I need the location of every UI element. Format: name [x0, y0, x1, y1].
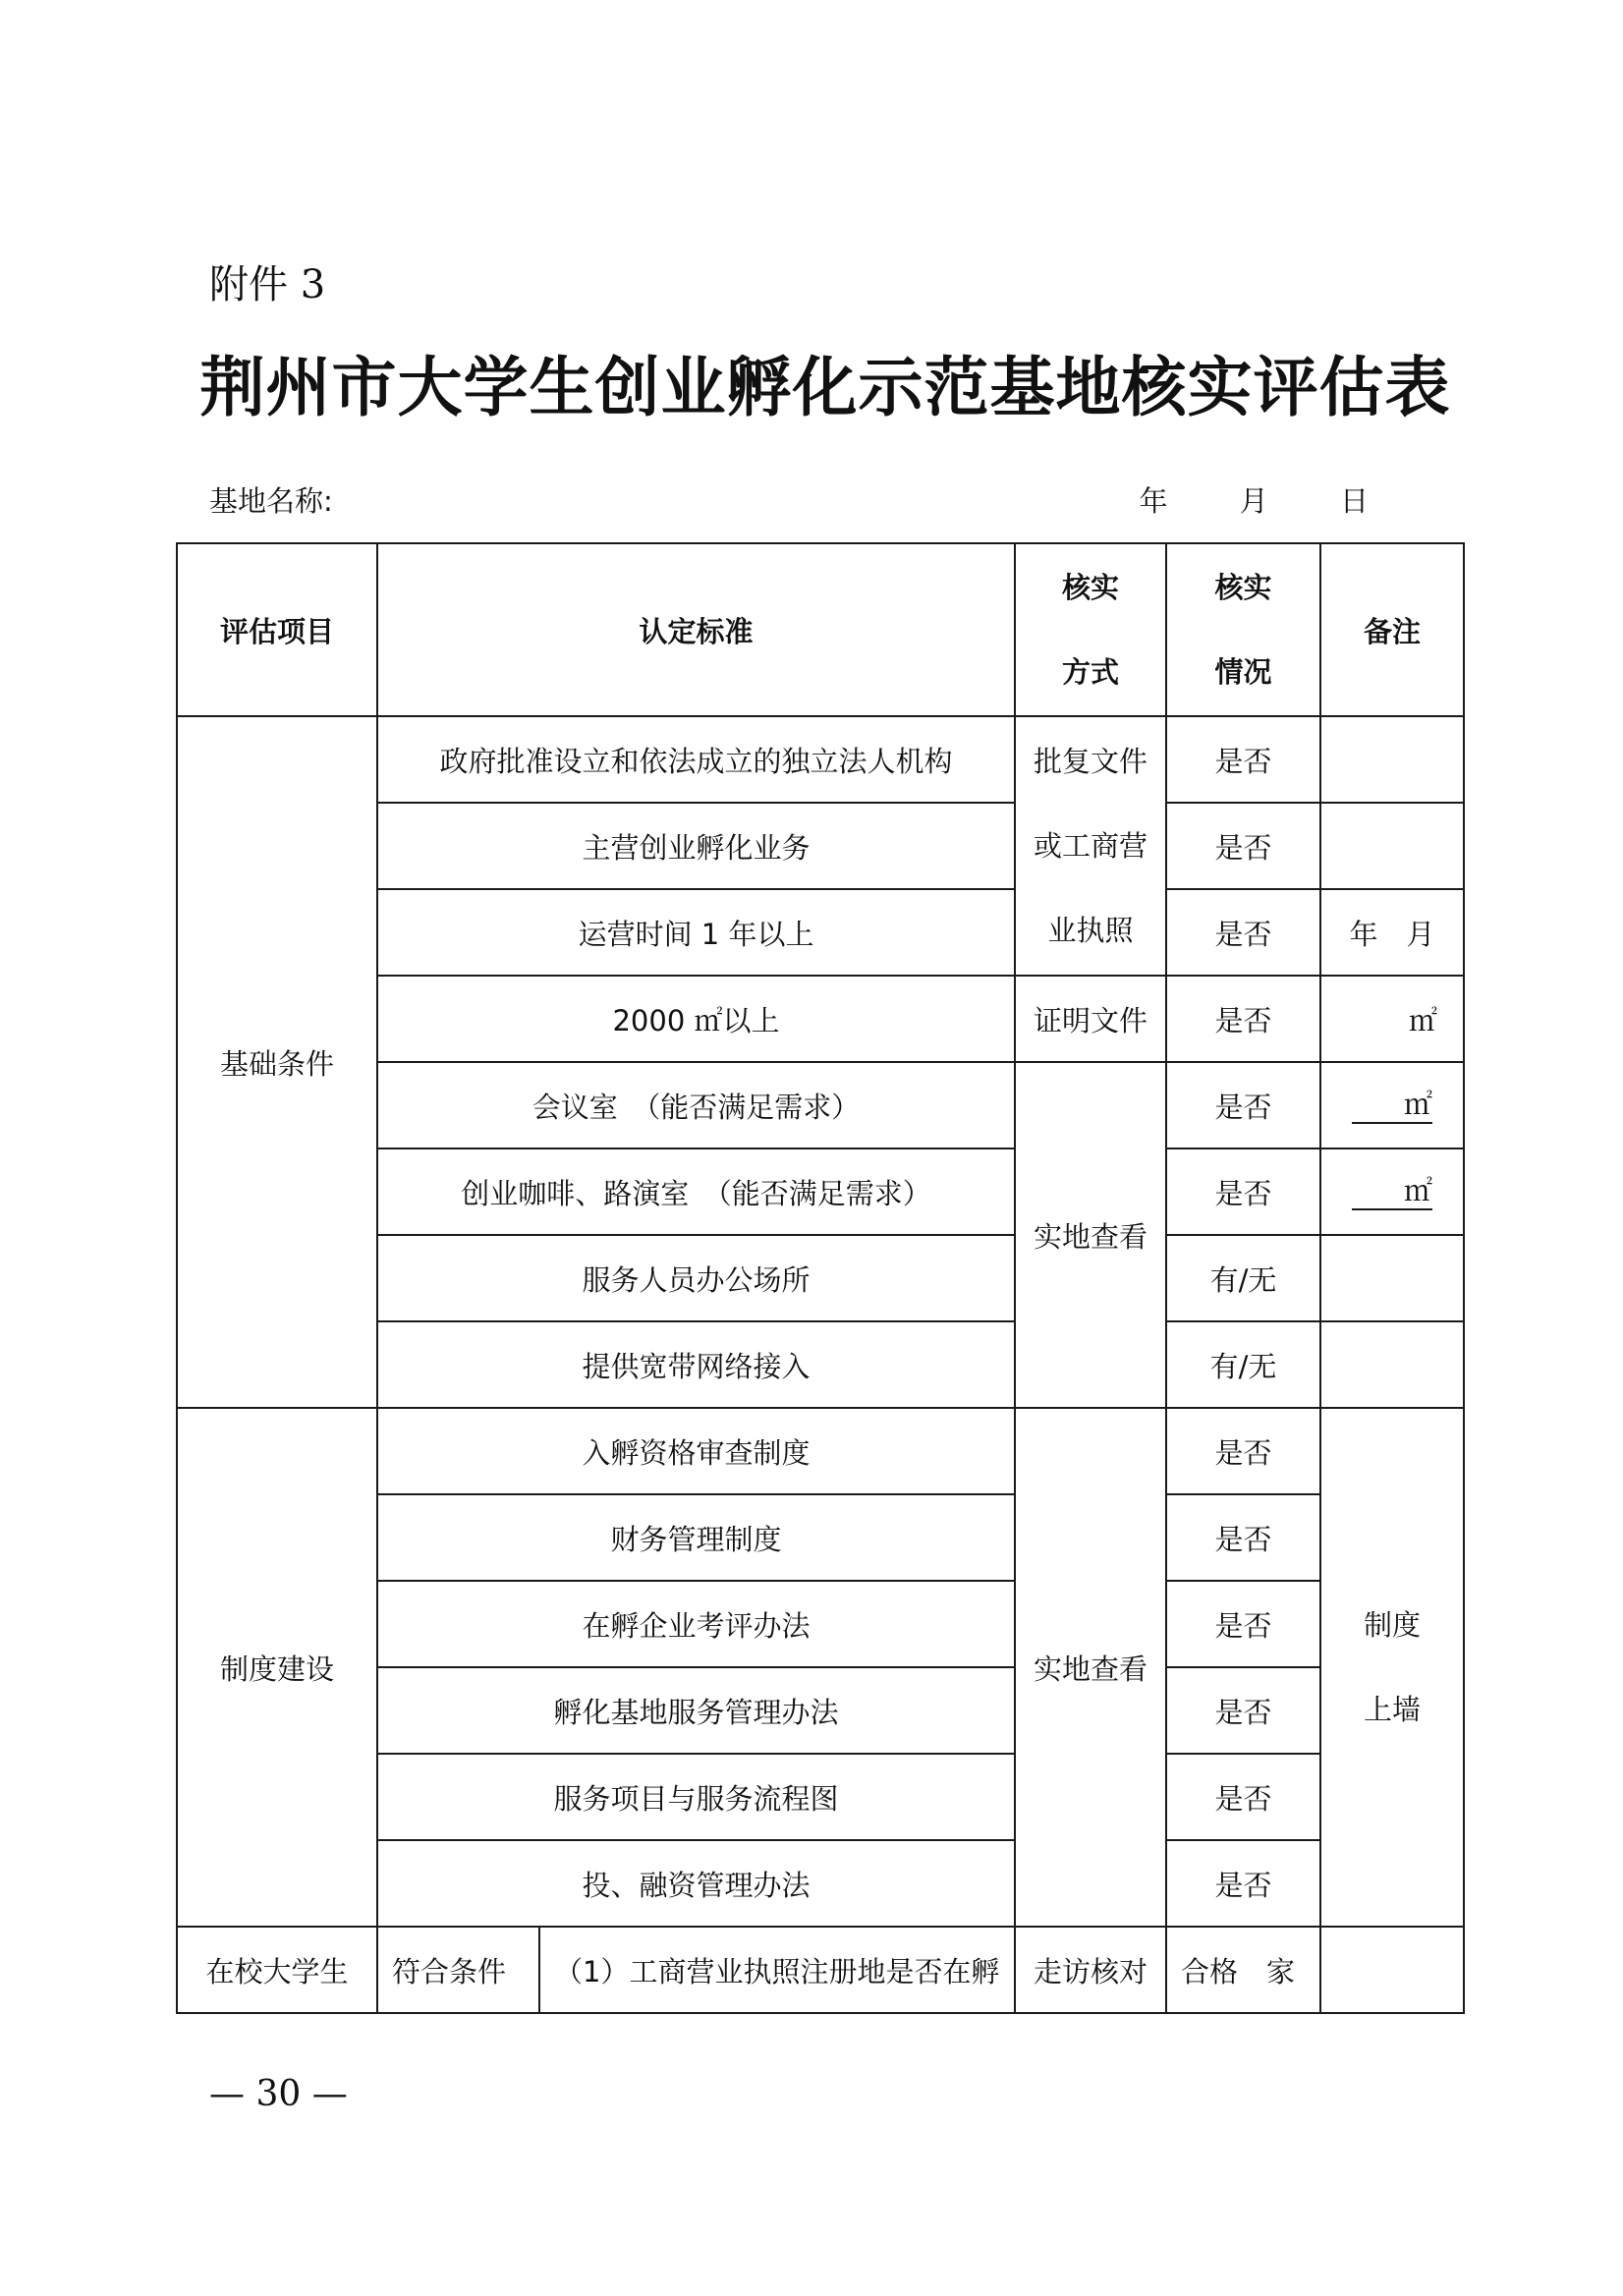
standard-cell: 2000 ㎡以上: [377, 976, 1015, 1062]
status-cell: 合格 家: [1166, 1927, 1320, 2013]
status-cell: 是否: [1166, 1754, 1320, 1840]
header-method: [1015, 543, 1166, 716]
form-title: 荆州市大学生创业孵化示范基地核实评估表: [199, 349, 1451, 425]
status-cell: 是否: [1166, 716, 1320, 803]
remark-cell: [1320, 716, 1464, 803]
method-line: 批复文件: [1034, 745, 1148, 778]
standard-cell: （1）工商营业执照注册地是否在孵: [539, 1927, 1015, 2013]
standard-cell: 提供宽带网络接入: [377, 1321, 1015, 1408]
area-blank: ㎡: [1352, 1173, 1432, 1210]
standard-cell: 主营创业孵化业务: [377, 803, 1015, 889]
page-number: — 30 —: [209, 2074, 348, 2114]
standard-cell: 政府批准设立和依法成立的独立法人机构: [377, 716, 1015, 803]
method-cell-visit: 走访核对: [1015, 1927, 1166, 2013]
method-cell-approval: [1015, 716, 1166, 976]
remark-cell-system: [1320, 1408, 1464, 1927]
standard-cell: 投、融资管理办法: [377, 1840, 1015, 1927]
section-item-basic: 基础条件: [177, 716, 377, 1408]
status-cell: 是否: [1166, 1840, 1320, 1927]
standard-cell: 服务人员办公场所: [377, 1235, 1015, 1321]
remark-cell: [1320, 1062, 1464, 1148]
method-line: 或工商营: [1034, 829, 1148, 863]
standard-cell: 创业咖啡、路演室 （能否满足需求）: [377, 1148, 1015, 1235]
base-name-label: 基地名称:: [209, 484, 333, 518]
header-status: [1166, 543, 1320, 716]
status-cell: 是否: [1166, 1667, 1320, 1754]
method-line: 业执照: [1047, 914, 1134, 947]
standard-cell: 入孵资格审查制度: [377, 1408, 1015, 1494]
date-fields: [1140, 479, 1369, 523]
form-meta-row: [209, 479, 1477, 523]
header-method-line1: 核实: [1062, 571, 1120, 604]
remark-cell: [1320, 803, 1464, 889]
remark-cell: 年 月: [1320, 889, 1464, 976]
standard-cell: 孵化基地服务管理办法: [377, 1667, 1015, 1754]
status-cell: 是否: [1166, 803, 1320, 889]
table-row: [177, 1927, 1464, 2013]
section-item-system: 制度建设: [177, 1408, 377, 1927]
assessment-table: [176, 542, 1465, 2014]
standard-cell: 在孵企业考评办法: [377, 1581, 1015, 1667]
status-cell: 有/无: [1166, 1235, 1320, 1321]
header-status-line1: 核实: [1214, 571, 1272, 604]
header-method-line2: 方式: [1062, 655, 1120, 689]
table-row: [177, 716, 1464, 803]
header-item: 评估项目: [177, 543, 377, 716]
header-status-line2: 情况: [1214, 655, 1272, 689]
header-remarks: 备注: [1320, 543, 1464, 716]
remark-cell: ㎡: [1320, 976, 1464, 1062]
status-cell: 是否: [1166, 1494, 1320, 1581]
standard-cell: 会议室 （能否满足需求）: [377, 1062, 1015, 1148]
date-month-label: 月: [1239, 484, 1268, 518]
standard-cell: 财务管理制度: [377, 1494, 1015, 1581]
remark-cell: [1320, 1321, 1464, 1408]
status-cell: 是否: [1166, 1408, 1320, 1494]
table-header-row: [177, 543, 1464, 716]
date-year-label: 年: [1139, 484, 1168, 518]
section-item-students: 在校大学生: [177, 1927, 377, 2013]
status-cell: 是否: [1166, 1148, 1320, 1235]
status-cell: 是否: [1166, 1062, 1320, 1148]
table-row: [177, 1408, 1464, 1494]
standard-cell: 服务项目与服务流程图: [377, 1754, 1015, 1840]
status-cell: 是否: [1166, 1581, 1320, 1667]
method-cell-onsite: 实地查看: [1015, 1408, 1166, 1927]
status-cell: 是否: [1166, 889, 1320, 976]
date-day-label: 日: [1339, 484, 1369, 518]
remark-cell: [1320, 1927, 1464, 2013]
attachment-label: 附件 3: [209, 262, 326, 308]
standard-cell: 运营时间 1 年以上: [377, 889, 1015, 976]
remark-line: 制度: [1364, 1608, 1422, 1642]
header-standard: 认定标准: [377, 543, 1015, 716]
sub-item-cell: 符合条件: [377, 1927, 539, 2013]
status-cell: 是否: [1166, 976, 1320, 1062]
remark-line: 上墙: [1364, 1693, 1422, 1726]
method-cell-proof: 证明文件: [1015, 976, 1166, 1062]
area-blank: ㎡: [1352, 1087, 1432, 1124]
method-cell-onsite: 实地查看: [1015, 1062, 1166, 1408]
remark-cell: [1320, 1235, 1464, 1321]
remark-cell: [1320, 1148, 1464, 1235]
status-cell: 有/无: [1166, 1321, 1320, 1408]
